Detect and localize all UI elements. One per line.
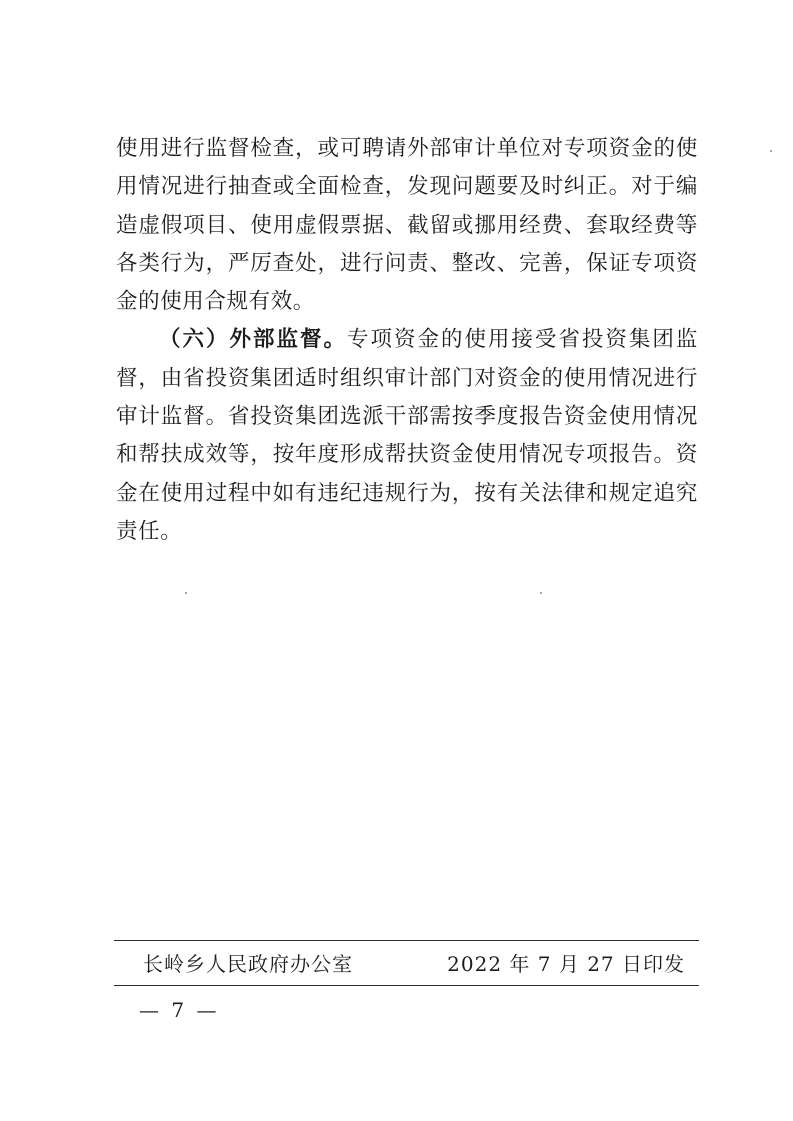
paragraph-external-supervision bbox=[116, 321, 698, 551]
footer-bottom-rule bbox=[114, 985, 699, 986]
scan-speck bbox=[185, 592, 187, 594]
issue-date: 2022 年 7 月 27 日印发 bbox=[447, 952, 685, 976]
document-body bbox=[116, 130, 698, 551]
scan-speck bbox=[540, 592, 542, 594]
section-heading-external-supervision: （六）外部监督。 bbox=[159, 327, 347, 353]
scan-speck bbox=[770, 150, 772, 152]
footer-top-rule bbox=[114, 940, 699, 941]
paragraph-supervision-inspection: 使用进行监督检查，或可聘请外部审计单位对专项资金的使用情况进行抽查或全面检查，发现问题要及时纠正。对于编造虚假项目、使用虚假票据、截留或挪用经费、套取经费等各类行为，严厉查处，进行问责、整改、完善，保证专项资金的使用合规有效。 bbox=[116, 136, 698, 315]
paragraph-external-supervision-text: 专项资金的使用接受省投资集团监督，由省投资集团适时组织审计部门对资金的使用情况进行审计监督。省投资集团选派干部需按季度报告资金使用情况和帮扶成效等，按年度形成帮扶资金使用情况专项报告。资金在使用过程中如有违纪违规行为，按有关法律和规定追究责任。 bbox=[116, 327, 698, 544]
page-number: — 7 — bbox=[139, 998, 220, 1022]
issuing-office: 长岭乡人民政府办公室 bbox=[143, 952, 353, 976]
